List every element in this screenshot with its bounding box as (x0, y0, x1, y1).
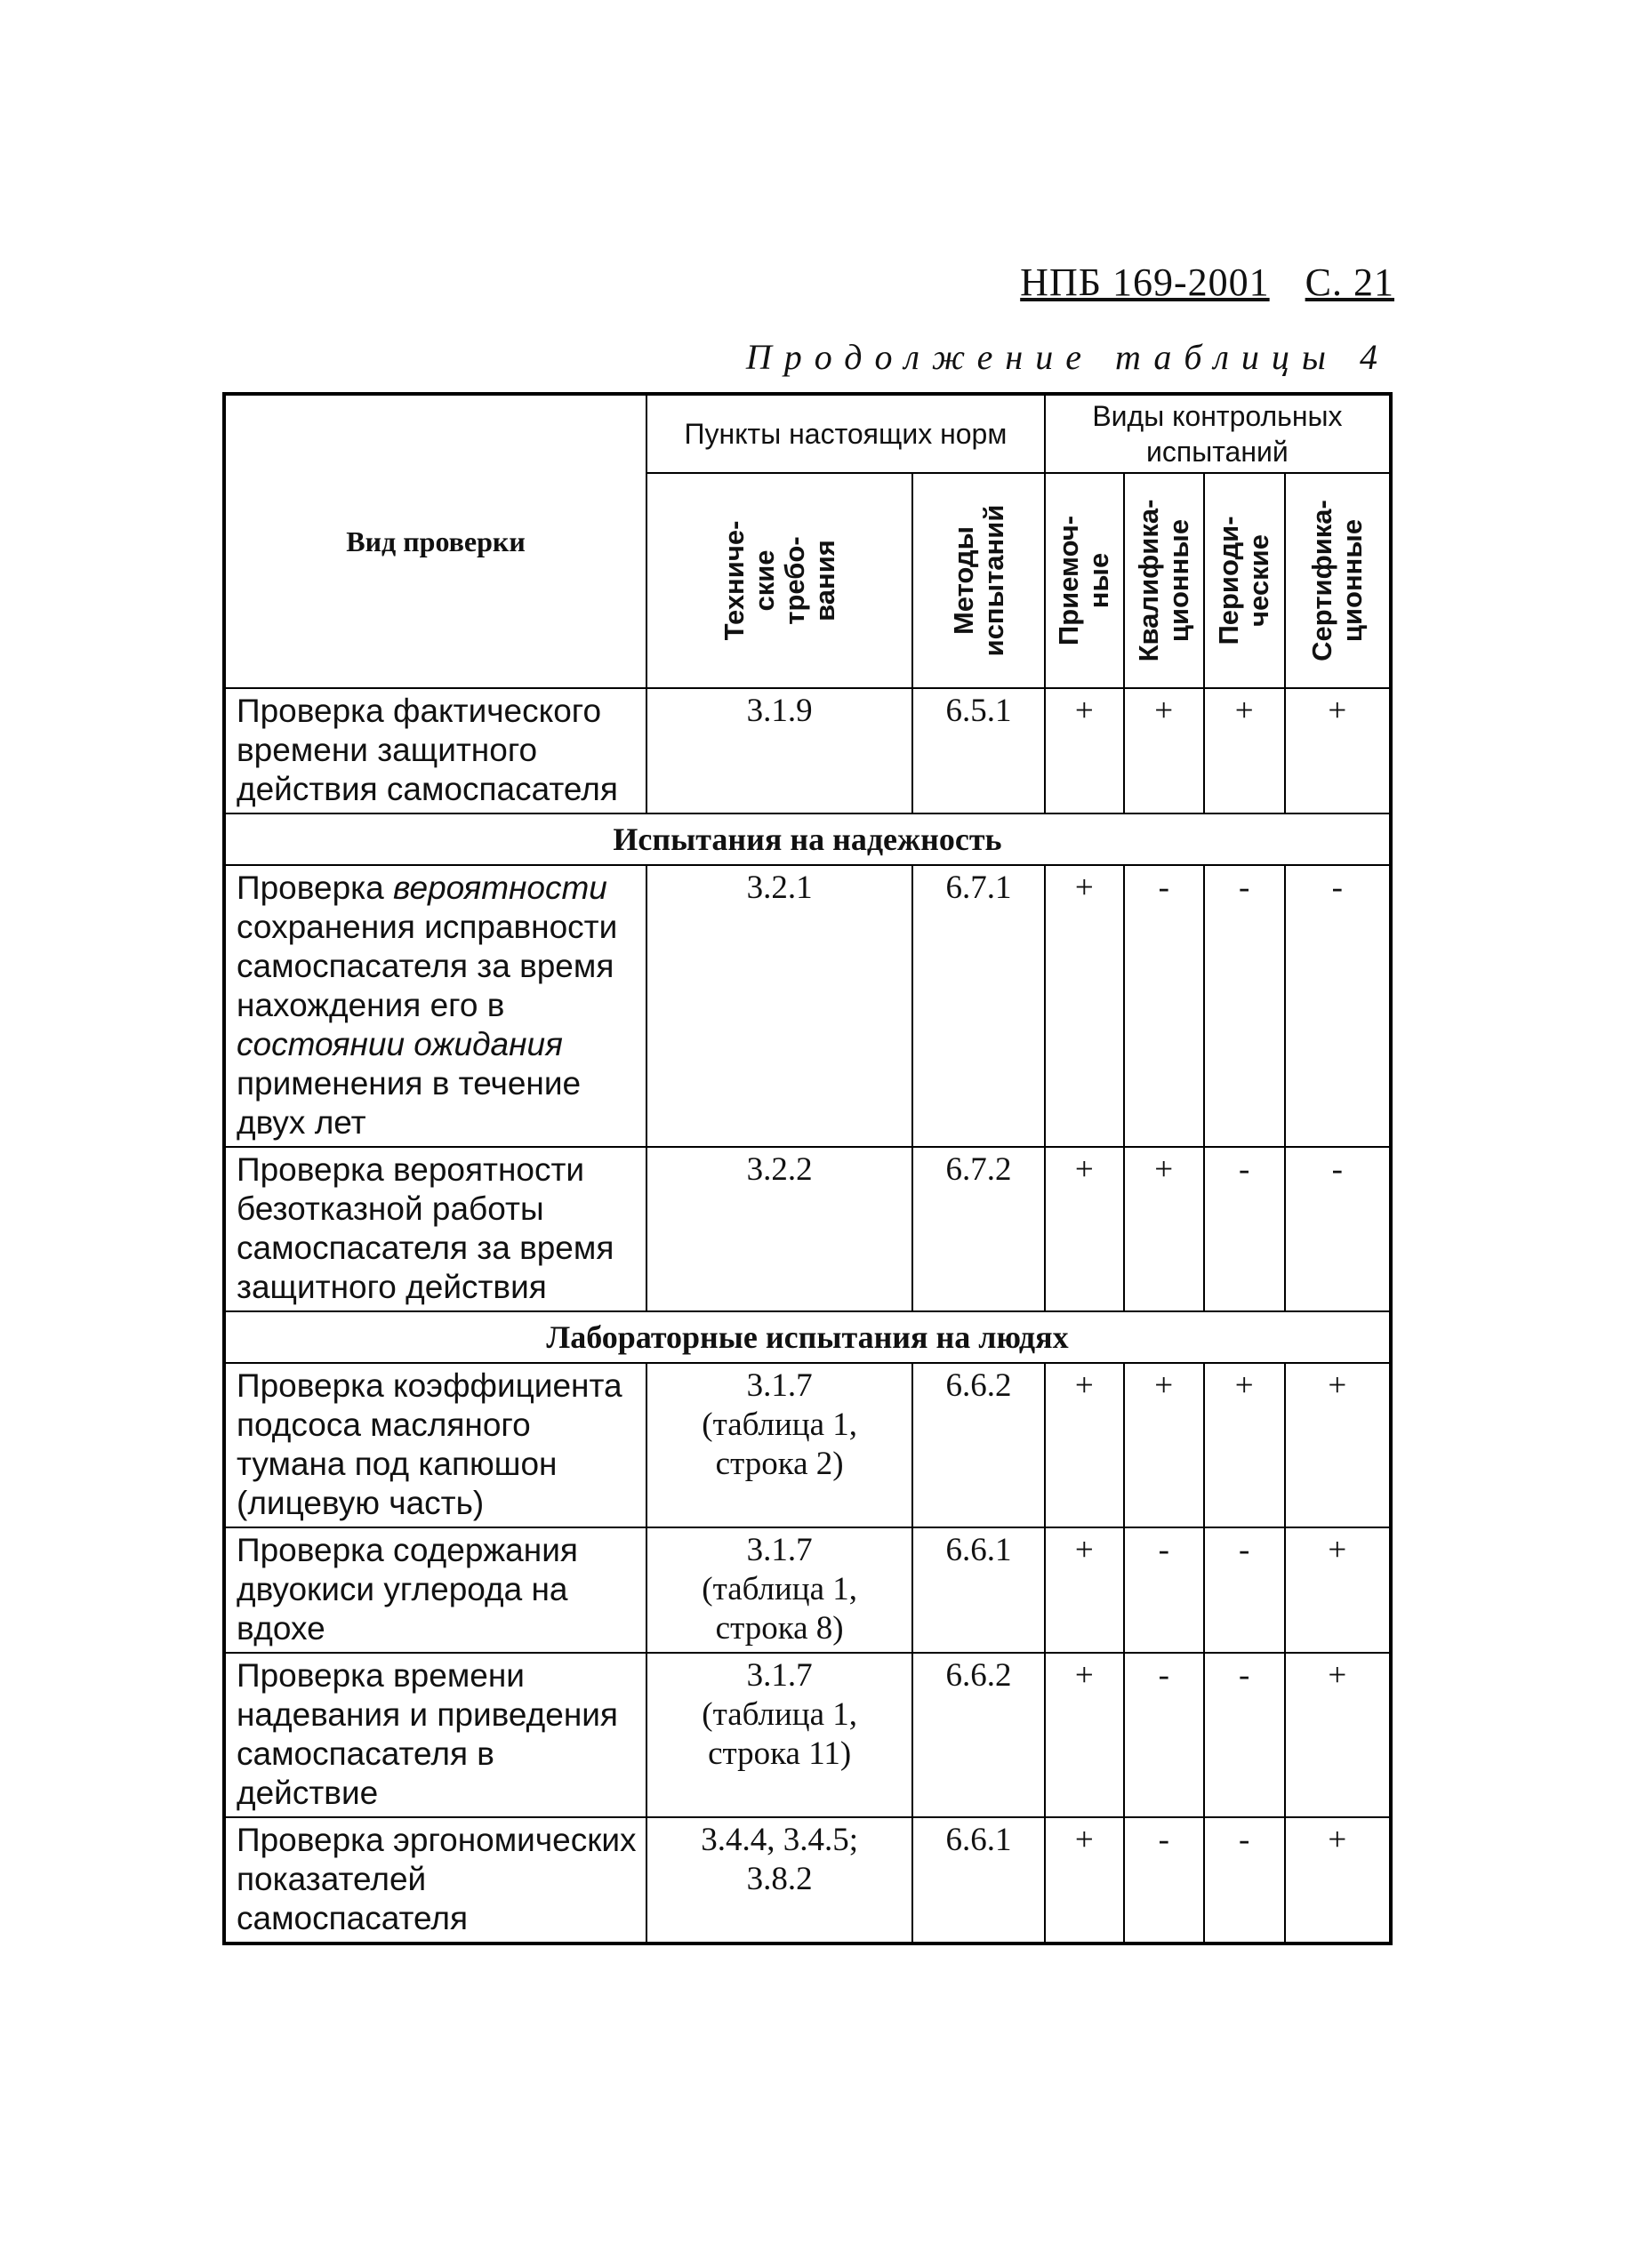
tech-requirement-ref: 3.4.4, 3.4.5; 3.8.2 (646, 1817, 912, 1943)
column-header-acceptance (1045, 473, 1124, 688)
page-header (1020, 260, 1394, 305)
test-method-ref: 6.6.2 (912, 1363, 1045, 1527)
test-method-ref: 6.6.1 (912, 1817, 1045, 1943)
periodic-mark: - (1204, 1147, 1285, 1311)
table-row (224, 1653, 1391, 1817)
qualification-mark: - (1124, 1817, 1204, 1943)
qualification-mark: + (1124, 688, 1204, 813)
check-name: Проверка содержания двуокиси углерода на вдохе (224, 1527, 646, 1653)
certification-mark: + (1285, 1817, 1391, 1943)
periodic-mark: + (1204, 688, 1285, 813)
column-header-tech-label: Техниче- ские требо- вания (718, 520, 840, 641)
qualification-mark: - (1124, 1527, 1204, 1653)
column-header-tech-requirements (646, 473, 912, 688)
table-body (224, 688, 1391, 1943)
table-row (224, 1527, 1391, 1653)
check-name: Проверка времени надевания и приведения самоспасателя в действие (224, 1653, 646, 1817)
check-name (224, 865, 646, 1147)
column-header-acceptance-label: Приемоч- ные (1053, 515, 1115, 646)
periodic-mark: - (1204, 1817, 1285, 1943)
qualification-mark: - (1124, 1653, 1204, 1817)
test-method-ref: 6.7.2 (912, 1147, 1045, 1311)
check-name: Проверка вероятности безотказной работы самоспасателя за время защитного действия (224, 1147, 646, 1311)
periodic-mark: - (1204, 1653, 1285, 1817)
column-header-periodic (1204, 473, 1285, 688)
certification-mark: + (1285, 1363, 1391, 1527)
column-header-certification (1285, 473, 1391, 688)
column-group-norms: Пункты настоящих норм (646, 394, 1045, 473)
acceptance-mark: + (1045, 688, 1124, 813)
qualification-mark: + (1124, 1147, 1204, 1311)
qualification-mark: + (1124, 1363, 1204, 1527)
column-header-test-methods (912, 473, 1045, 688)
page-number: С. 21 (1305, 260, 1394, 304)
periodic-mark: - (1204, 865, 1285, 1147)
acceptance-mark: + (1045, 1653, 1124, 1817)
tech-requirement-ref: 3.1.7 (таблица 1, строка 2) (646, 1363, 912, 1527)
check-name-part: Проверка (237, 870, 394, 906)
acceptance-mark: + (1045, 1363, 1124, 1527)
check-name: Проверка эргономических показателей самоспасателя (224, 1817, 646, 1943)
tech-requirement-ref: 3.1.7 (таблица 1, строка 8) (646, 1527, 912, 1653)
test-method-ref: 6.6.2 (912, 1653, 1045, 1817)
acceptance-mark: + (1045, 1527, 1124, 1653)
column-header-kind: Вид проверки (224, 394, 646, 688)
test-method-ref: 6.5.1 (912, 688, 1045, 813)
tech-requirement-ref: 3.2.2 (646, 1147, 912, 1311)
column-group-tests: Виды контрольных испытаний (1045, 394, 1391, 473)
table-row (224, 1147, 1391, 1311)
tech-requirement-ref: 3.1.7 (таблица 1, строка 11) (646, 1653, 912, 1817)
document-code: НПБ 169-2001 (1020, 260, 1270, 304)
check-name-part: сохранения исправности самоспасателя за время нахождения его в (237, 909, 618, 1023)
check-name: Проверка коэффициента подсоса масляного тумана под капюшон (лицевую часть) (224, 1363, 646, 1527)
column-header-methods-label: Методы испытаний (947, 504, 1009, 657)
check-name-part: применения в течение двух лет (237, 1065, 582, 1141)
section-row (224, 813, 1391, 865)
table-row (224, 865, 1391, 1147)
section-title: Испытания на надежность (224, 813, 1391, 865)
table-row (224, 1363, 1391, 1527)
table-row (224, 1817, 1391, 1943)
tech-requirement-ref: 3.2.1 (646, 865, 912, 1147)
test-method-ref: 6.7.1 (912, 865, 1045, 1147)
table-continuation-caption: Продолжение таблицы 4 (745, 337, 1390, 377)
certification-mark: + (1285, 1527, 1391, 1653)
certification-mark: + (1285, 688, 1391, 813)
tech-requirement-ref: 3.1.9 (646, 688, 912, 813)
check-name: Проверка фактического времени защитного действия самоспасателя (224, 688, 646, 813)
qualification-mark: - (1124, 865, 1204, 1147)
certification-mark: - (1285, 1147, 1391, 1311)
periodic-mark: + (1204, 1363, 1285, 1527)
check-name-part: вероятности (393, 870, 607, 906)
acceptance-mark: + (1045, 1817, 1124, 1943)
column-header-qualification (1124, 473, 1204, 688)
column-header-periodic-label: Периоди- ческие (1213, 516, 1275, 645)
acceptance-mark: + (1045, 1147, 1124, 1311)
section-title: Лабораторные испытания на людях (224, 1311, 1391, 1363)
section-row (224, 1311, 1391, 1363)
column-header-certification-label: Сертифика- ционные (1305, 500, 1368, 661)
table-row (224, 688, 1391, 813)
acceptance-mark: + (1045, 865, 1124, 1147)
certification-mark: - (1285, 865, 1391, 1147)
test-matrix-table (222, 392, 1393, 1945)
certification-mark: + (1285, 1653, 1391, 1817)
test-method-ref: 6.6.1 (912, 1527, 1045, 1653)
column-header-qualification-label: Квалифика- ционные (1132, 499, 1194, 662)
periodic-mark: - (1204, 1527, 1285, 1653)
check-name-part: состоянии ожидания (237, 1026, 563, 1062)
